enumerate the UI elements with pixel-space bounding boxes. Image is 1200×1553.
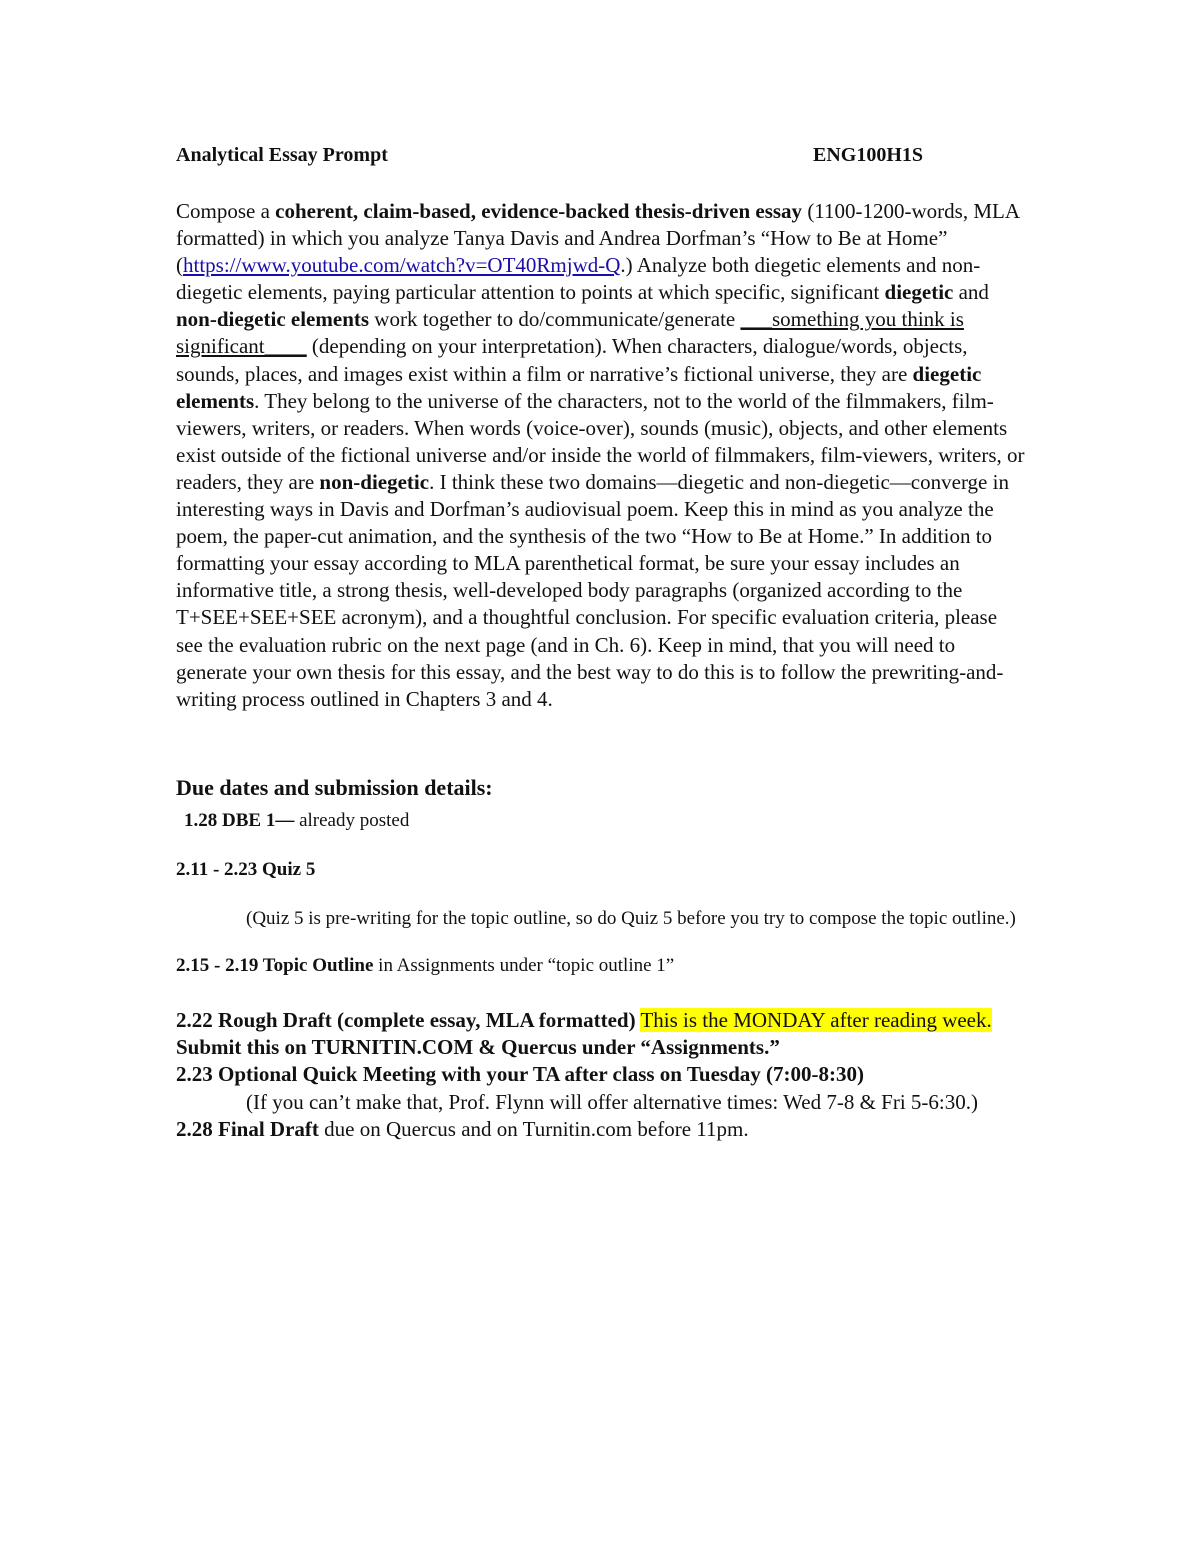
due-item-text: already posted — [294, 809, 410, 831]
due-item-date: 2.28 Final Draft — [176, 1116, 319, 1141]
due-item-text: in Assignments under “topic outline 1” — [373, 954, 675, 976]
due-item-date: 2.15 - 2.19 Topic Outline — [176, 954, 374, 976]
due-item-topic-outline — [176, 952, 1026, 979]
quiz-note: (Quiz 5 is pre-writing for the topic outline, so do Quiz 5 before you try to compose the topic outline.) — [246, 907, 1016, 929]
submit-instructions: Submit this on TURNITIN.COM & Quercus under “Assignments.” — [176, 1035, 780, 1060]
prompt-text: . They belong to the universe of the characters, not to the world of the filmmakers, film-viewers, writers, or readers. When words (voice-over), sounds (music), objects, and other elements exist outside of the fictional universe and/or inside the world of filmmakers, film-viewers, writers, or readers, they are — [176, 388, 1025, 494]
due-item-ta-meeting — [176, 1061, 1026, 1088]
prompt-underlined-blank: ___something you think is significant____ — [176, 307, 964, 359]
document-page — [176, 140, 1026, 1143]
prompt-bold-essay-type: coherent, claim-based, evidence-backed thesis-driven essay — [275, 199, 803, 223]
due-item-date: 1.28 DBE 1— — [184, 809, 295, 831]
prompt-bold-diegetic-elements: diegetic elements — [176, 361, 982, 413]
prompt-text: work together to do/communicate/generate — [369, 307, 741, 332]
youtube-link[interactable]: https://www.youtube.com/watch?v=OT40Rmjwd-Q — [183, 253, 621, 278]
prompt-text: . I think these two domains—diegetic and non-diegetic—converge in interesting ways in Davis and Dorfman’s audiovisual poem. Keep this in mind as you analyze the poem, the paper-cut animation, and the synthesis of the two “How to Be at Home.” In addition to formatting your essay according to MLA parenthetical format, be sure your essay includes an informative title, a strong thesis, well-developed body paragraphs (organized according to the T+SEE+SEE+SEE acronym), and a thoughtful conclusion. For specific evaluation criteria, please see the evaluation rubric on the next page (and in Ch. 6). Keep in mind, that you will need to generate your own thesis for this essay, and the best way to do this is to follow the prewriting-and-writing process outlined in Chapters 3 and 4. — [176, 469, 1009, 711]
due-item-text: due on Quercus and on Turnitin.com before 11pm. — [318, 1116, 749, 1141]
prompt-text: (depending on your interpretation). When characters, dialogue/words, objects, sounds, places, and images exist within a film or narrative’s fictional universe, they are — [176, 334, 968, 386]
due-dates-heading: Due dates and submission details: — [176, 774, 493, 800]
document-title: Analytical Essay Prompt — [176, 144, 388, 166]
prompt-bold-non-diegetic-elements: non-diegetic elements — [176, 307, 370, 332]
prompt-text: Compose a — [176, 199, 276, 223]
due-item-date: 2.11 - 2.23 Quiz 5 — [176, 858, 316, 880]
highlighted-note: This is the MONDAY after reading week. — [640, 1007, 992, 1032]
due-item-quiz — [176, 856, 1026, 883]
due-item-date: 2.23 Optional Quick Meeting with your TA after class on Tuesday (7:00-8:30) — [176, 1062, 864, 1087]
document-header — [176, 140, 1026, 172]
course-code: ENG100H1S — [813, 144, 924, 166]
prompt-bold-non-diegetic: non-diegetic — [319, 469, 430, 494]
prompt-text: (1100-1200-words, MLA formatted) in which you analyze Tanya Davis and Andrea Dorfman’s “How to Be at Home” ( — [176, 199, 1019, 278]
due-item-final-draft — [176, 1116, 1026, 1143]
meeting-note: (If you can’t make that, Prof. Flynn will offer alternative times: Wed 7-8 & Fri 5-6:30.) — [246, 1089, 978, 1114]
due-item-date: 2.22 Rough Draft (complete essay, MLA formatted) — [176, 1007, 636, 1032]
prompt-text: .) Analyze both diegetic elements and non-diegetic elements, paying particular attention to points at which specific, significant — [176, 253, 981, 305]
prompt-text: and — [953, 280, 989, 305]
prompt-bold-diegetic: diegetic — [884, 280, 954, 305]
due-item-rough-draft — [176, 1007, 1026, 1062]
due-item-dbe — [176, 807, 1026, 834]
prompt-paragraph — [176, 198, 1026, 713]
